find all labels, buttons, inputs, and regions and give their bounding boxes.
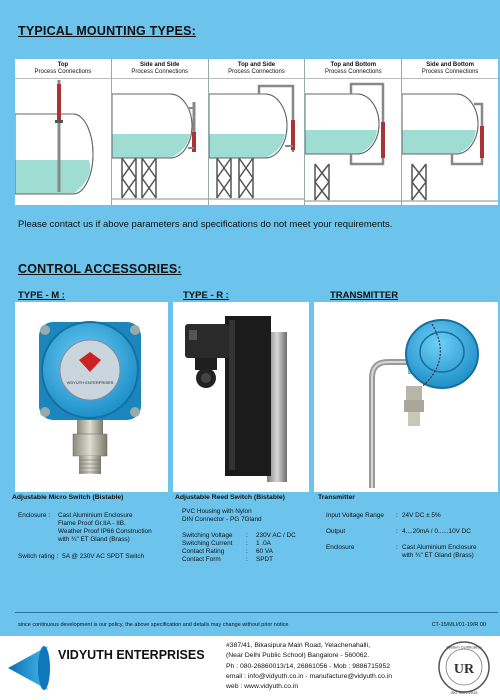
plate-text: VIDYUTH ENTERPRISES — [66, 380, 114, 385]
mount-type-side-side — [112, 59, 209, 205]
type-r-image — [173, 302, 309, 492]
mount-type-top-side — [209, 59, 306, 205]
enclosure-line: with ¾" ET Gland (Brass) — [58, 536, 130, 543]
divider-line — [15, 612, 498, 613]
contact-note: Please contact us if above parameters and specifications do not meet your requirements. — [18, 219, 393, 230]
mounting-section-title: TYPICAL MOUNTING TYPES: — [18, 24, 196, 38]
type-m-image — [15, 302, 168, 492]
type-r-line: DIN Connector - PG 7Gland — [182, 516, 262, 523]
spec-value: 24V DC ± 5% — [402, 512, 441, 519]
cert-top-text: System Certification — [446, 644, 482, 650]
type-m-spec-title: Adjustable Micro Switch (Bistable) — [12, 494, 124, 501]
mount-type-side-bottom — [402, 59, 498, 205]
mount-type-sub: Process Connections — [421, 69, 479, 75]
transmitter-image — [314, 302, 498, 492]
spec-key: Enclosure — [326, 544, 355, 551]
mount-type-name: Side and Side — [140, 62, 180, 68]
email-line[interactable]: email : info@vidyuth.co.in - manufacture@vidyuth.co.in — [226, 672, 393, 680]
enclosure-line: Cast Aluminium Enclosure — [58, 512, 133, 519]
mount-type-name: Top and Side — [237, 62, 276, 68]
spec-value: 60 VA — [256, 548, 273, 555]
web-line[interactable]: web : www.vidyuth.co.in — [226, 683, 299, 691]
policy-notice: since continuous development is our policy, the above specification and details may change without prior notice — [18, 622, 289, 628]
spec-value: Cast Aluminium Enclosure — [402, 544, 477, 551]
enclosure-key: Enclosure : — [18, 512, 50, 519]
spec-key: Contact Form — [182, 556, 221, 563]
mount-type-name: Top — [57, 62, 69, 68]
phone-line: Ph : 080-26860013/14, 26861056 - Mob : 9886715952 — [226, 662, 391, 670]
mount-type-top — [15, 59, 112, 205]
company-address — [226, 641, 392, 692]
spec-value-2: with ¾" ET Gland (Brass) — [402, 552, 474, 559]
mount-type-name: Side and Bottom — [426, 62, 474, 68]
spec-key: Switching Voltage — [182, 532, 233, 539]
address-line: #387/41, Bikasipura Main Road, Yelachenahalli, — [226, 642, 370, 649]
spec-value: 230V AC / DC — [256, 532, 296, 539]
type-r-line: PVC Housing with Nylon — [182, 508, 252, 515]
certification-seal-icon — [437, 640, 491, 696]
transmitter-spec-title: Transmitter — [318, 494, 356, 501]
type-m-specs — [12, 494, 170, 561]
address-line: (Near Delhi Public School) Bangalore - 560062. — [226, 652, 370, 660]
top-bottom-mount-diagram — [305, 80, 401, 204]
spec-key: Contact Rating — [182, 548, 225, 555]
transmitter-illustration — [314, 302, 498, 492]
mount-type-sub: Process Connections — [228, 69, 285, 75]
enclosure-line: Flame Proof Gr.IIA - IIB. — [58, 520, 126, 527]
spec-key: Output — [326, 528, 346, 535]
spec-key: Switching Current — [182, 540, 233, 547]
company-footer — [0, 636, 500, 700]
mount-type-sub: Process Connections — [324, 69, 382, 75]
spec-value: 4....20mA / 0......10V DC — [402, 528, 471, 535]
accessories-section-title: CONTROL ACCESSORIES: — [18, 262, 182, 276]
mount-type-sub: Process Connections — [34, 69, 92, 75]
company-name: VIDYUTH ENTERPRISES — [58, 648, 205, 662]
company-logo-icon — [6, 642, 54, 694]
type-r-spec-title: Adjustable Reed Switch (Bistable) — [175, 494, 285, 501]
enclosure-line: Weather Proof IP66 Construction — [58, 528, 152, 535]
spec-value: SPDT — [256, 556, 274, 563]
reed-switch-illustration — [173, 302, 309, 492]
side-bottom-mount-diagram — [402, 80, 498, 204]
micro-switch-illustration — [15, 302, 168, 492]
switch-rating-value: 5A @ 230V AC SPDT Switch — [62, 553, 145, 560]
type-m-label: TYPE - M : — [18, 290, 65, 301]
spec-value: 1 .0A — [256, 540, 271, 547]
top-side-mount-diagram — [209, 80, 305, 204]
mount-type-name: Top and Bottom — [330, 62, 377, 68]
transmitter-specs: Transmitter Input Voltage Range : 24V DC ± 5% Output : 4....20mA / 0......10V DC Enclosure : Cast Aluminium Enclosure with ¾" ET Gland (Brass) — [318, 494, 498, 560]
top-mount-diagram — [15, 80, 111, 204]
type-r-label: TYPE - R : — [183, 290, 229, 301]
side-side-mount-diagram — [112, 80, 208, 204]
mounting-types-strip — [15, 59, 498, 205]
document-reference: CT-15/MLI/01-19/R 00 — [431, 622, 486, 628]
mount-type-top-bottom — [305, 59, 402, 205]
switch-rating-key: Switch rating : — [18, 553, 59, 560]
mount-type-sub: Process Connections — [131, 69, 189, 75]
type-r-specs: Adjustable Reed Switch (Bistable) PVC Housing with Nylon DIN Connector - PG 7Gland Switching Voltage : 230V AC / DC Switching Current : 1 .0A Contact Rating : 60 VA Contact Form : SPDT — [175, 494, 311, 564]
transmitter-label: TRANSMITTER — [330, 290, 399, 301]
spec-key: Input Voltage Range — [326, 512, 384, 519]
cert-standard: ISO 9001:2015 — [450, 690, 478, 695]
cert-mark: UR — [453, 662, 475, 677]
